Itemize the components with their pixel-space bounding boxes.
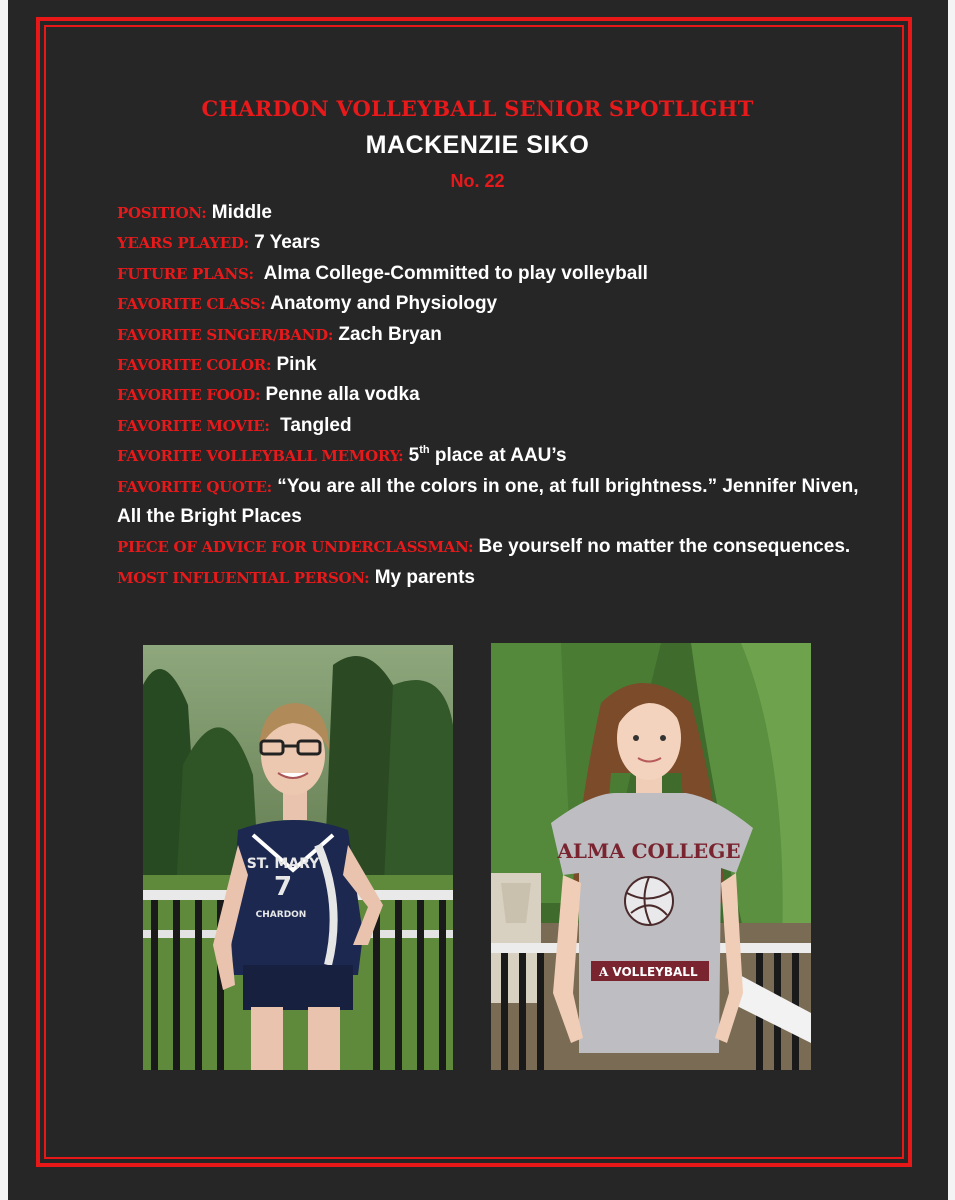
- fact-advice: PIECE OF ADVICE FOR UNDERCLASSMAN: Be yourself no matter the consequences.: [117, 536, 851, 558]
- shirt-text-bottom: VOLLEYBALL: [612, 965, 698, 979]
- fact-position: POSITION: Middle: [117, 202, 272, 223]
- fact-favorite-quote: FAVORITE QUOTE: “You are all the colors in one, at full brightness.” Jennifer Niven, All the Bright Places: [117, 475, 859, 528]
- jersey-number: 7: [273, 872, 293, 902]
- fact-influential-person: MOST INFLUENTIAL PERSON: My parents: [117, 566, 475, 588]
- jersey-text-bottom: CHARDON: [255, 910, 307, 920]
- shirt-letter: A: [599, 965, 609, 979]
- facts-list: [117, 198, 877, 593]
- fact-favorite-movie: FAVORITE MOVIE: Tangled: [117, 414, 352, 436]
- jersey-text-top: ST. MARY: [246, 856, 320, 872]
- fact-years-played: YEARS PLAYED: 7 Years: [117, 232, 321, 254]
- shirt-text-top: ALMA COLLEGE: [557, 839, 741, 863]
- fact-favorite-color: FAVORITE COLOR: Pink: [117, 354, 317, 376]
- fact-favorite-class: FAVORITE CLASS: Anatomy and Physiology: [117, 293, 498, 315]
- spotlight-title: CHARDON VOLLEYBALL SENIOR SPOTLIGHT: [201, 96, 754, 121]
- photo-senior-player: [491, 643, 811, 1070]
- player-name: MACKENZIE SIKO: [365, 131, 590, 159]
- photo-senior-player-illustration: [491, 643, 811, 1070]
- fact-favorite-food: FAVORITE FOOD: Penne alla vodka: [117, 384, 420, 406]
- photo-young-player: [143, 645, 453, 1070]
- fact-favorite-singer: FAVORITE SINGER/BAND: Zach Bryan: [117, 323, 442, 345]
- player-number: No. 22: [450, 171, 505, 191]
- fact-volleyball-memory: FAVORITE VOLLEYBALL MEMORY: 5th place at AAU’s: [117, 444, 567, 467]
- fact-future-plans: FUTURE PLANS: Alma College-Committed to play volleyball: [117, 262, 648, 284]
- photo-young-player-illustration: [143, 645, 453, 1070]
